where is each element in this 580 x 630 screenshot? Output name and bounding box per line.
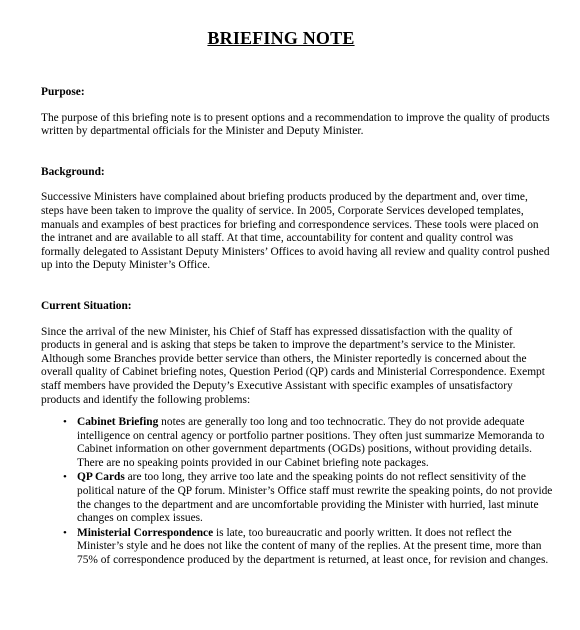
problem-term: QP Cards: [77, 471, 125, 484]
problem-description: is late, too bureaucratic and poorly written. It does not reflect the Minister’s style and he does not like the content of many of the replies. At the present time, more than 75% of correspondence produced by the department is returned, at least once, for revision and changes.: [77, 526, 549, 567]
current-situation-paragraph: Since the arrival of the new Minister, his Chief of Staff has expressed dissatisfaction with the quality of products in general and is asking that steps be taken to improve the department’s service to the Minister. Although some Branches provide better service than others, the Minister reportedly is concerned about the overall quality of Cabinet briefing notes, Question Period (QP) cards and Ministerial Correspondence. Exempt staff members have provided the Deputy’s Executive Assistant with specific examples of unsatisfactory products and identify the following problems:: [41, 325, 545, 406]
current-situation-heading: Current Situation:: [41, 299, 132, 312]
bullet-icon: •: [63, 526, 67, 539]
bullet-icon: •: [63, 416, 67, 429]
background-heading: Background:: [41, 165, 105, 178]
purpose-heading: Purpose:: [41, 86, 85, 98]
document-body: [41, 86, 553, 569]
purpose-paragraph: The purpose of this briefing note is to present options and a recommendation to improve the quality of products written by departmental officials for the Minister and Deputy Minister.: [41, 111, 550, 138]
problems-list: [41, 416, 553, 568]
list-item: [41, 527, 553, 568]
problem-term: Ministerial Correspondence: [77, 526, 214, 539]
document-title: BRIEFING NOTE: [207, 28, 355, 48]
list-item: [41, 416, 553, 470]
list-item: [41, 471, 553, 525]
bullet-icon: •: [63, 471, 67, 484]
problem-description: are too long, they arrive too late and the speaking points do not reflect sensitivity of the political nature of the QP forum. Minister’s Office staff must rewrite the speaking points, do not provide the changes to the department and are uncomfortable providing the Minister with hurried, last minute changes on complex issues.: [77, 471, 553, 525]
problem-term: Cabinet Briefing: [77, 416, 159, 429]
problem-description: notes are generally too long and too technocratic. They do not provide adequate intelligence on central agency or portfolio partner positions. They often just summarize Memoranda to Cabinet information on other government departments (OGDs) positions, without providing details. There are no speaking points provided in our Cabinet briefing note packages.: [77, 416, 545, 469]
background-paragraph: Successive Ministers have complained about briefing products produced by the department and, over time, steps have been taken to improve the quality of service. In 2005, Corporate Services developed templates, manuals and examples of best practices for briefing and correspondence services. These tools were placed on the intranet and are available to all staff. At that time, accountability for content and quality control was formally delegated to Assistant Deputy Ministers’ Offices to avoid having all review and quality control pushed up into the Deputy Minister’s Office.: [41, 191, 550, 272]
